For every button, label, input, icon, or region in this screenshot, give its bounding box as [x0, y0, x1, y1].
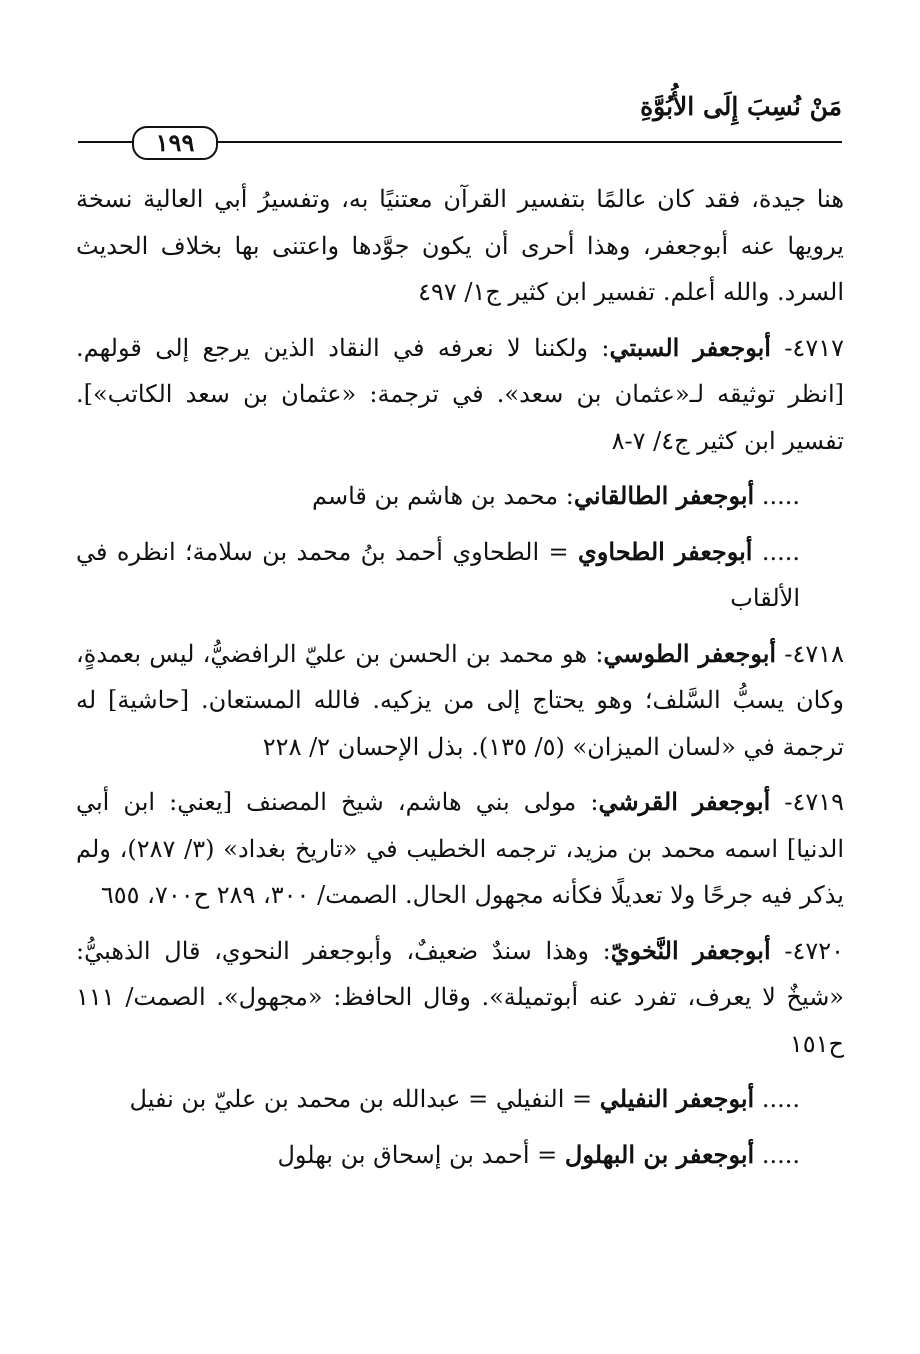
entry-heading: أبوجعفر الطحاوي [578, 536, 753, 566]
cross-reference-dots: ..... [761, 482, 800, 510]
paragraph-continuation [76, 176, 844, 316]
entry-heading: أبوجعفر القرشي [598, 787, 771, 816]
entry-number: ٤٧١٨- [784, 639, 844, 668]
entry-heading: أبوجعفر الطالقاني [573, 481, 755, 510]
entry-number: ٤٧١٩- [784, 788, 844, 816]
entry-text: : هو محمد بن الحسن بن عليّ الرافضيُّ، ليس بعمدةٍ، وكان يسبُّ السَّلف؛ وهو يحتاج إلى من يزكيه. فالله المستعان. [حاشية] له ترجمة في «لسان الميزان» (٥/ ١٣٥). بذل الإحسان ٢/ ٢٢٨ [76, 639, 844, 761]
entry-text: = أحمد بن إسحاق بن بهلول [277, 1140, 565, 1169]
entry-heading: أبوجعفر النفيلي [599, 1084, 755, 1113]
entry-heading: أبوجعفر بن البهلول [564, 1139, 755, 1169]
entry-text: : محمد بن هاشم بن قاسم [312, 482, 574, 510]
entry-4719 [76, 779, 844, 919]
page-number-badge: ١٩٩ [132, 126, 218, 160]
cross-reference-taliqani [76, 473, 844, 520]
running-header-title: مَنْ نُسِبَ إِلَى الأُبُوَّةِ [640, 92, 842, 121]
entry-4720 [76, 928, 844, 1068]
cross-reference-nufayli [76, 1076, 844, 1123]
entry-text: = الطحاوي أحمد بنُ محمد بن سلامة؛ انظره في الألقاب [76, 537, 800, 612]
entry-heading: أبوجعفر النَّخويّ [610, 935, 771, 965]
entry-4718 [76, 631, 844, 771]
entry-number: ٤٧٢٠- [784, 936, 845, 965]
cross-reference-dots: ..... [761, 1085, 800, 1113]
entry-text: : ولكننا لا نعرفه في النقاد الذين يرجع إلى قولهم. [انظر توثيقه لـ«عثمان بن سعد». في ترجمة: «عثمان بن سعد الكاتب»]. تفسير ابن كثير ج٤/ ٧-٨ [76, 333, 844, 455]
entry-text: = النفيلي = عبدالله بن محمد بن عليّ بن نفيل [129, 1085, 600, 1113]
body-text [76, 176, 844, 1187]
entry-text: : مولى بني هاشم، شيخ المصنف [يعني: ابن أبي الدنيا] اسمه محمد بن مزيد، ترجمه الخطيب في «تاريخ بغداد» (٣/ ٢٨٧)، ولم يذكر فيه جرحًا ولا تعديلًا فكأنه مجهول الحال. الصمت/ ٣٠٠، ٢٨٩ ح٧٠٠، ٦٥٥ [76, 788, 845, 909]
cross-reference-tahawi [76, 529, 844, 622]
entry-heading: أبوجعفر السبتي [609, 332, 771, 362]
entry-number: ٤٧١٧- [784, 333, 844, 362]
entry-4717 [76, 325, 844, 465]
cross-reference-dots: ..... [761, 1140, 800, 1169]
cross-reference-dots: ..... [761, 537, 800, 566]
entry-text: : وهذا سندٌ ضعيفٌ، وأبوجعفر النحوي، قال الذهبيُّ: «شيخٌ لا يعرف، تفرد عنه أبوتميلة». وقال الحافظ: «مجهول». الصمت/ ١١١ ح١٥١ [76, 936, 844, 1058]
cross-reference-bahlul [76, 1132, 844, 1179]
paragraph-text: هنا جيدة، فقد كان عالمًا بتفسير القرآن معتنيًا به، وتفسيرُ أبي العالية نسخة يرويها عنه أبوجعفر، وهذا أحرى أن يكون جوَّدها واعتنى بها بخلاف الحديث السرد. والله أعلم. تفسير ابن كثير ج١/ ٤٩٧ [76, 185, 844, 306]
entry-heading: أبوجعفر الطوسي [603, 638, 777, 668]
